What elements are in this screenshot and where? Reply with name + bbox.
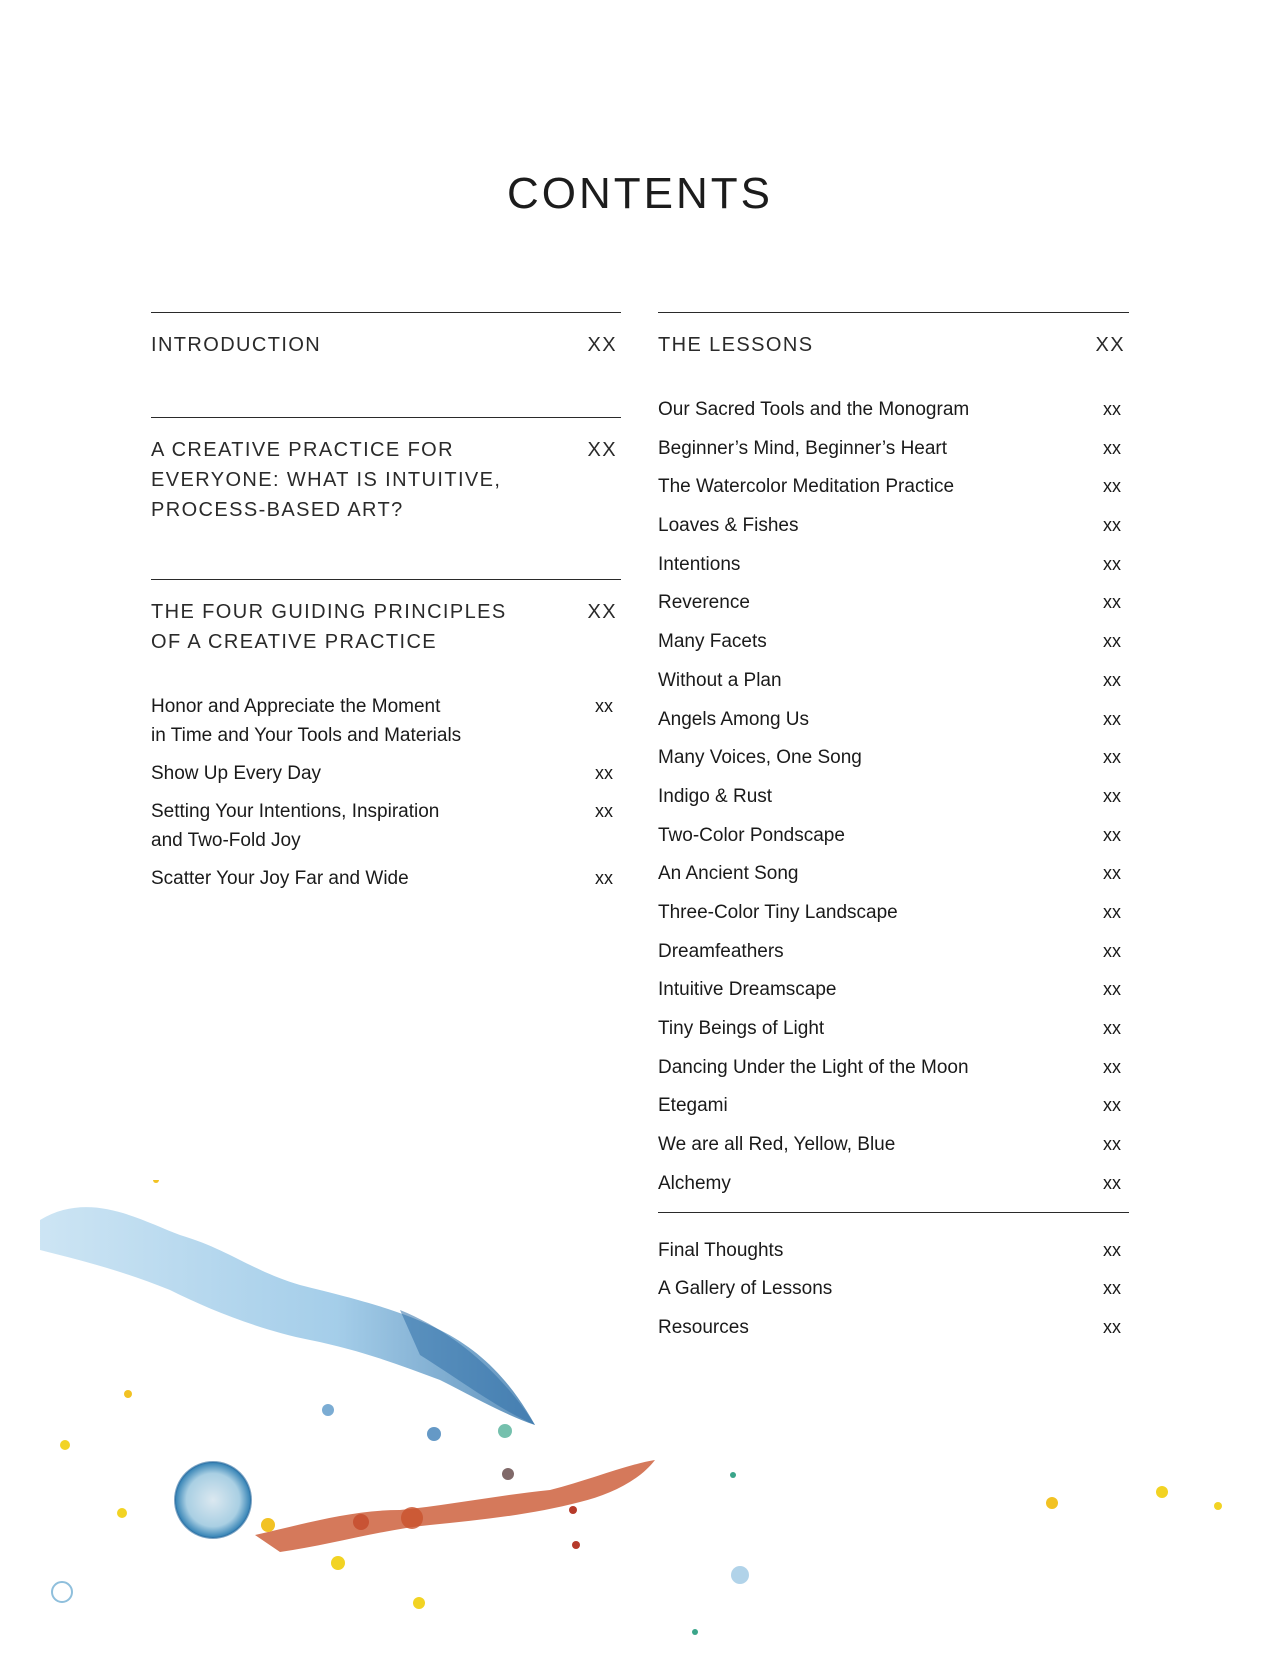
page-number: XX bbox=[587, 601, 617, 623]
page-number: xx bbox=[1103, 747, 1121, 768]
page-number: xx bbox=[1103, 1172, 1121, 1193]
item-label: Dancing Under the Light of the Moon bbox=[658, 1056, 969, 1078]
page-number: XX bbox=[587, 439, 617, 461]
toc-item[interactable] bbox=[658, 627, 1129, 656]
page-number: xx bbox=[595, 801, 613, 821]
page-number: xx bbox=[1103, 940, 1121, 961]
toc-entry-creative-practice[interactable] bbox=[151, 435, 621, 525]
page-number: xx bbox=[1103, 863, 1121, 884]
toc-item[interactable] bbox=[151, 692, 621, 750]
toc-entry-lessons[interactable] bbox=[658, 330, 1129, 360]
page-number: xx bbox=[1103, 1095, 1121, 1116]
page-number: xx bbox=[595, 696, 613, 716]
toc-item[interactable] bbox=[658, 975, 1129, 1004]
item-label: Two-Color Pondscape bbox=[658, 824, 845, 846]
toc-item[interactable] bbox=[658, 898, 1129, 927]
page-number: xx bbox=[1103, 1317, 1121, 1338]
page-number: xx bbox=[1103, 631, 1121, 652]
page-number: XX bbox=[587, 334, 617, 356]
toc-item[interactable] bbox=[658, 937, 1129, 966]
section-divider bbox=[151, 579, 621, 580]
toc-item[interactable] bbox=[658, 472, 1129, 501]
item-label: Final Thoughts bbox=[658, 1239, 784, 1261]
page-number: xx bbox=[1103, 553, 1121, 574]
toc-item[interactable] bbox=[658, 1130, 1129, 1159]
item-label: Reverence bbox=[658, 592, 750, 614]
toc-item[interactable] bbox=[151, 759, 621, 788]
page-number: xx bbox=[1103, 1056, 1121, 1077]
toc-item[interactable] bbox=[658, 705, 1129, 734]
page-number: xx bbox=[1103, 1239, 1121, 1260]
toc-entry-guiding-principles[interactable] bbox=[151, 597, 621, 657]
item-label: Intuitive Dreamscape bbox=[658, 979, 837, 1001]
toc-item[interactable] bbox=[658, 588, 1129, 617]
page-number: xx bbox=[1103, 399, 1121, 419]
item-label: Angels Among Us bbox=[658, 708, 810, 730]
toc-item[interactable] bbox=[658, 821, 1129, 850]
toc-item[interactable] bbox=[658, 743, 1129, 772]
page-number: xx bbox=[1103, 979, 1121, 1000]
toc-entry-introduction[interactable] bbox=[151, 330, 621, 360]
section-title: THE FOUR GUIDING PRINCIPLES OF A CREATIVE PRACTICE bbox=[151, 601, 507, 653]
item-label: Resources bbox=[658, 1317, 749, 1339]
item-label: An Ancient Song bbox=[658, 863, 799, 885]
item-label: Without a Plan bbox=[658, 669, 782, 691]
page-number: xx bbox=[1103, 1134, 1121, 1155]
principles-list bbox=[151, 692, 621, 893]
page-number: xx bbox=[1103, 437, 1121, 458]
toc-item[interactable] bbox=[658, 395, 1129, 424]
toc-item[interactable] bbox=[658, 550, 1129, 579]
toc-item[interactable] bbox=[658, 1053, 1129, 1082]
page-number: xx bbox=[1103, 515, 1121, 536]
lessons-list bbox=[658, 395, 1129, 1198]
page-number: xx bbox=[1103, 901, 1121, 922]
toc-item[interactable] bbox=[658, 666, 1129, 695]
page-number: xx bbox=[595, 763, 613, 783]
page-number: xx bbox=[1103, 1018, 1121, 1038]
item-label: Show Up Every Day bbox=[151, 763, 322, 784]
page-number: xx bbox=[595, 868, 613, 888]
item-label: The Watercolor Meditation Practice bbox=[658, 476, 955, 498]
item-label: Honor and Appreciate the Moment in Time and Your Tools and Materials bbox=[151, 696, 462, 746]
toc-item[interactable] bbox=[658, 511, 1129, 540]
item-label: Loaves & Fishes bbox=[658, 515, 799, 537]
toc-item[interactable] bbox=[658, 434, 1129, 463]
item-label: Intentions bbox=[658, 553, 741, 575]
section-title: A CREATIVE PRACTICE FOR EVERYONE: WHAT IS INTUITIVE, PROCESS-BASED ART? bbox=[151, 439, 502, 521]
toc-item[interactable] bbox=[658, 782, 1129, 811]
item-label: Indigo & Rust bbox=[658, 785, 773, 807]
item-label: Etegami bbox=[658, 1095, 728, 1117]
item-label: Tiny Beings of Light bbox=[658, 1018, 825, 1039]
page-title: CONTENTS bbox=[507, 169, 773, 219]
item-label: Setting Your Intentions, Inspiration and Two-Fold Joy bbox=[151, 801, 440, 851]
toc-item[interactable] bbox=[658, 1014, 1129, 1043]
watercolor-splash-image bbox=[0, 1180, 1280, 1656]
section-divider bbox=[151, 417, 621, 418]
section-title: THE LESSONS bbox=[658, 334, 814, 356]
page-number: XX bbox=[1095, 334, 1125, 356]
section-divider bbox=[658, 312, 1129, 313]
toc-left-column bbox=[151, 312, 621, 893]
page-number: xx bbox=[1103, 1278, 1121, 1299]
item-label: Many Voices, One Song bbox=[658, 747, 862, 769]
section-divider bbox=[151, 312, 621, 313]
item-label: Our Sacred Tools and the Monogram bbox=[658, 399, 970, 420]
item-label: Three-Color Tiny Landscape bbox=[658, 901, 898, 923]
page-number: xx bbox=[1103, 824, 1121, 845]
item-label: Many Facets bbox=[658, 631, 767, 653]
section-title: INTRODUCTION bbox=[151, 334, 322, 356]
page-number: xx bbox=[1103, 785, 1121, 806]
page-number: xx bbox=[1103, 476, 1121, 497]
item-label: Beginner’s Mind, Beginner’s Heart bbox=[658, 437, 948, 459]
toc-item[interactable] bbox=[151, 797, 621, 855]
item-label: Dreamfeathers bbox=[658, 940, 784, 962]
item-label: Scatter Your Joy Far and Wide bbox=[151, 868, 409, 889]
page-number: xx bbox=[1103, 708, 1121, 729]
item-label: We are all Red, Yellow, Blue bbox=[658, 1134, 896, 1156]
toc-item[interactable] bbox=[151, 864, 621, 893]
toc-item[interactable] bbox=[658, 859, 1129, 888]
item-label: A Gallery of Lessons bbox=[658, 1278, 833, 1300]
page-number: xx bbox=[1103, 592, 1121, 613]
item-label: Alchemy bbox=[658, 1172, 731, 1194]
page-number: xx bbox=[1103, 669, 1121, 690]
toc-item[interactable] bbox=[658, 1091, 1129, 1120]
